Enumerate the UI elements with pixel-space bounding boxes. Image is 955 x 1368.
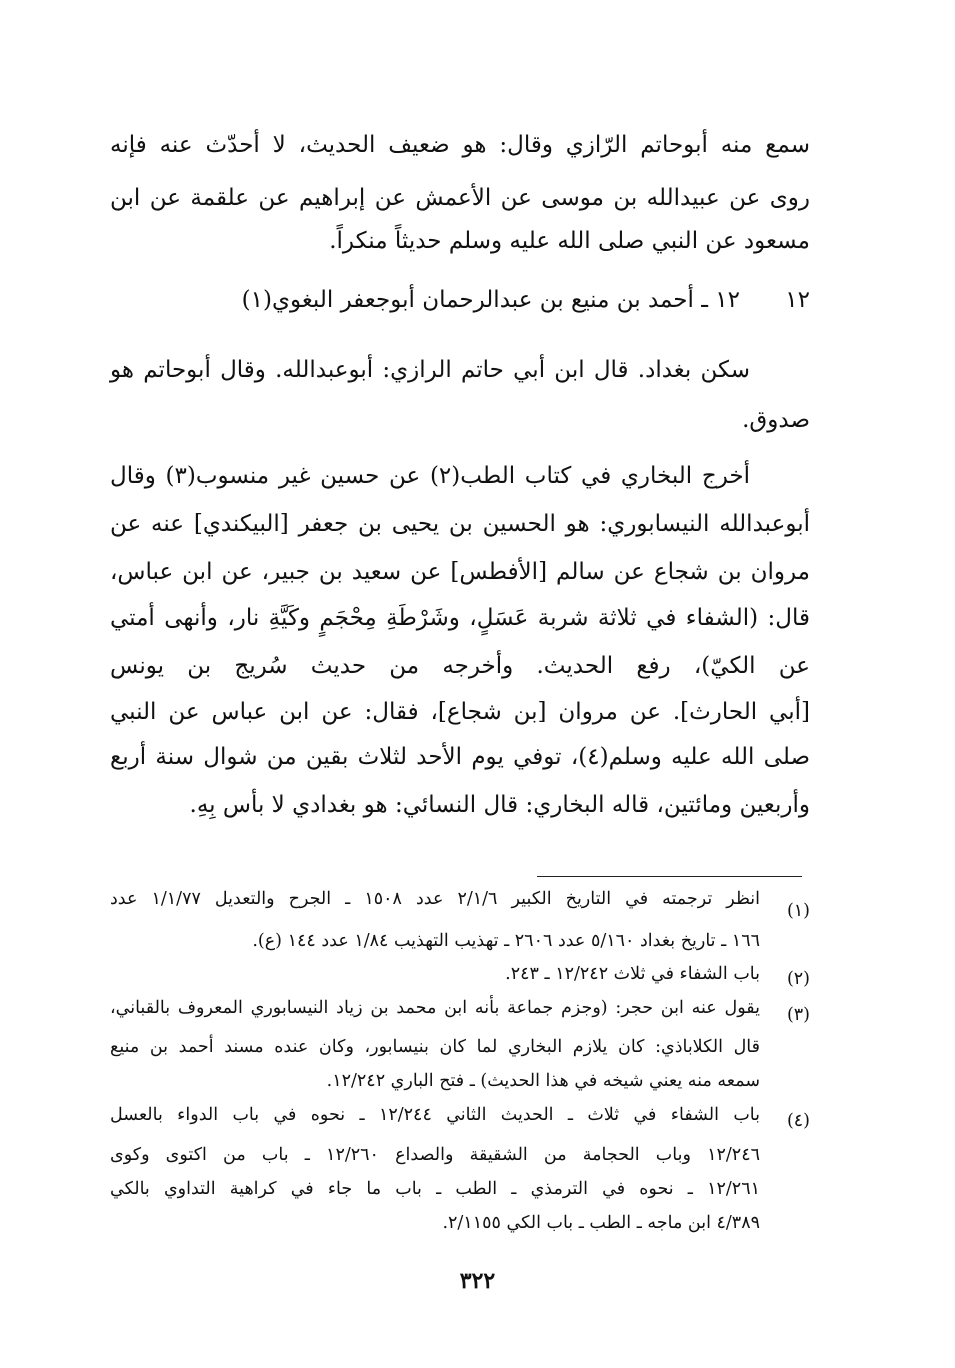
body-line: مسعود عن النبي صلى الله عليه وسلم حديثاً منكراً.	[329, 228, 810, 254]
body-line: قال: (الشفاء في ثلاثة شربة عَسَلٍ، وشَرْطَةِ مِحْجَمٍ وكَيَّةِ نار، وأنهى أمتي	[110, 605, 810, 631]
footnote-line: ١٦٦ ـ تاريخ بغداد ٥/١٦٠ عدد ٢٦٠٦ ـ تهذيب التهذيب ١/٨٤ عدد ١٤٤ (ع).	[252, 931, 760, 951]
page-number: ٣٢٢	[459, 1268, 496, 1294]
body-line: عن الكيّ)، رفع الحديث. وأخرجه من حديث سُريج بن يونس	[110, 653, 810, 679]
footnote-line: ٤/٣٨٩ ابن ماجه ـ الطب ـ باب الكي ٢/١١٥٥.	[442, 1213, 760, 1233]
footnote-line: سمعه منه يعني شيخه في هذا الحديث) ـ فتح الباري ١٢/٢٤٢.	[326, 1071, 760, 1091]
entry-heading	[110, 285, 810, 315]
body-line: روى عن عبيدالله بن موسى عن الأعمش عن إبراهيم عن علقمة عن ابن	[110, 185, 810, 211]
body-line: سكن بغداد. قال ابن أبي حاتم الرازي: أبوعبدالله. وقال أبوحاتم هو	[110, 357, 750, 383]
body-line: سمع منه أبوحاتم الرّازي وقال: هو ضعيف الحديث، لا أحدّث عنه فإنه	[110, 132, 810, 158]
footnote-line: ١٢/٢٦١ ـ نحوه في الترمذي ـ الطب ـ باب ما جاء في كراهية التداوي بالكي	[110, 1179, 760, 1199]
footnote-marker: (٣)	[786, 1005, 810, 1025]
footnote-marker: (١)	[786, 901, 810, 921]
footnote-line: يقول عنه ابن حجر: (وجزم جماعة بأنه ابن محمد بن زياد النيسابوري المعروف بالقباني،	[110, 998, 760, 1018]
body-line: وأربعين ومائتين، قاله البخاري: قال النسائي: هو بغدادي لا بأس بِهِ.	[189, 792, 810, 818]
footnote-separator	[537, 876, 802, 877]
footnote-line: باب الشفاء في ثلاث ـ الحديث الثاني ١٢/٢٤٤ ـ نحوه في باب الدواء بالعسل	[110, 1105, 760, 1125]
footnote-line: انظر ترجمته في التاريخ الكبير ٢/١/٦ عدد ١٥٠٨ ـ الجرح والتعديل ١/١/٧٧ عدد	[110, 889, 761, 909]
footnote-line: ١٢/٢٤٦ وباب الحجامة من الشقيقة والصداع ١٢/٢٦٠ ـ باب من اكتوى وكوى	[110, 1145, 761, 1165]
footnote-marker: (٤)	[786, 1111, 810, 1131]
body-line: أخرج البخاري في كتاب الطب(٢) عن حسين غير منسوب(٣) وقال	[110, 463, 751, 489]
body-line: أبوعبدالله النيسابوري: هو الحسين بن يحيى بن جعفر [البيكندي] عنه عن	[110, 511, 810, 537]
footnote-line: قال الكلاباذي: كان يلازم البخاري لما كان بنيسابور، وكان عنده مسند أحمد بن منيع	[110, 1037, 760, 1057]
footnote-line: باب الشفاء في ثلاث ١٢/٢٤٢ ـ ٢٤٣.	[505, 964, 760, 984]
body-line: صدوق.	[742, 407, 810, 433]
footnote-marker: (٢)	[786, 969, 810, 989]
body-line: مروان بن شجاع عن سالم [الأفطس] عن سعيد بن جبير، عن ابن عباس،	[110, 559, 810, 585]
body-line: صلى الله عليه وسلم(٤)، توفي يوم الأحد لثلاث بقين من شوال سنة أربع	[110, 744, 810, 770]
entry-number: ١٢	[785, 287, 810, 313]
body-line: [أبي الحارث]. عن مروان [بن شجاع]، فقال: عن ابن عباس عن النبي	[110, 699, 810, 725]
entry-title: ١٢ ـ أحمد بن منيع بن عبدالرحمان أبوجعفر البغوي(١)	[241, 287, 740, 313]
